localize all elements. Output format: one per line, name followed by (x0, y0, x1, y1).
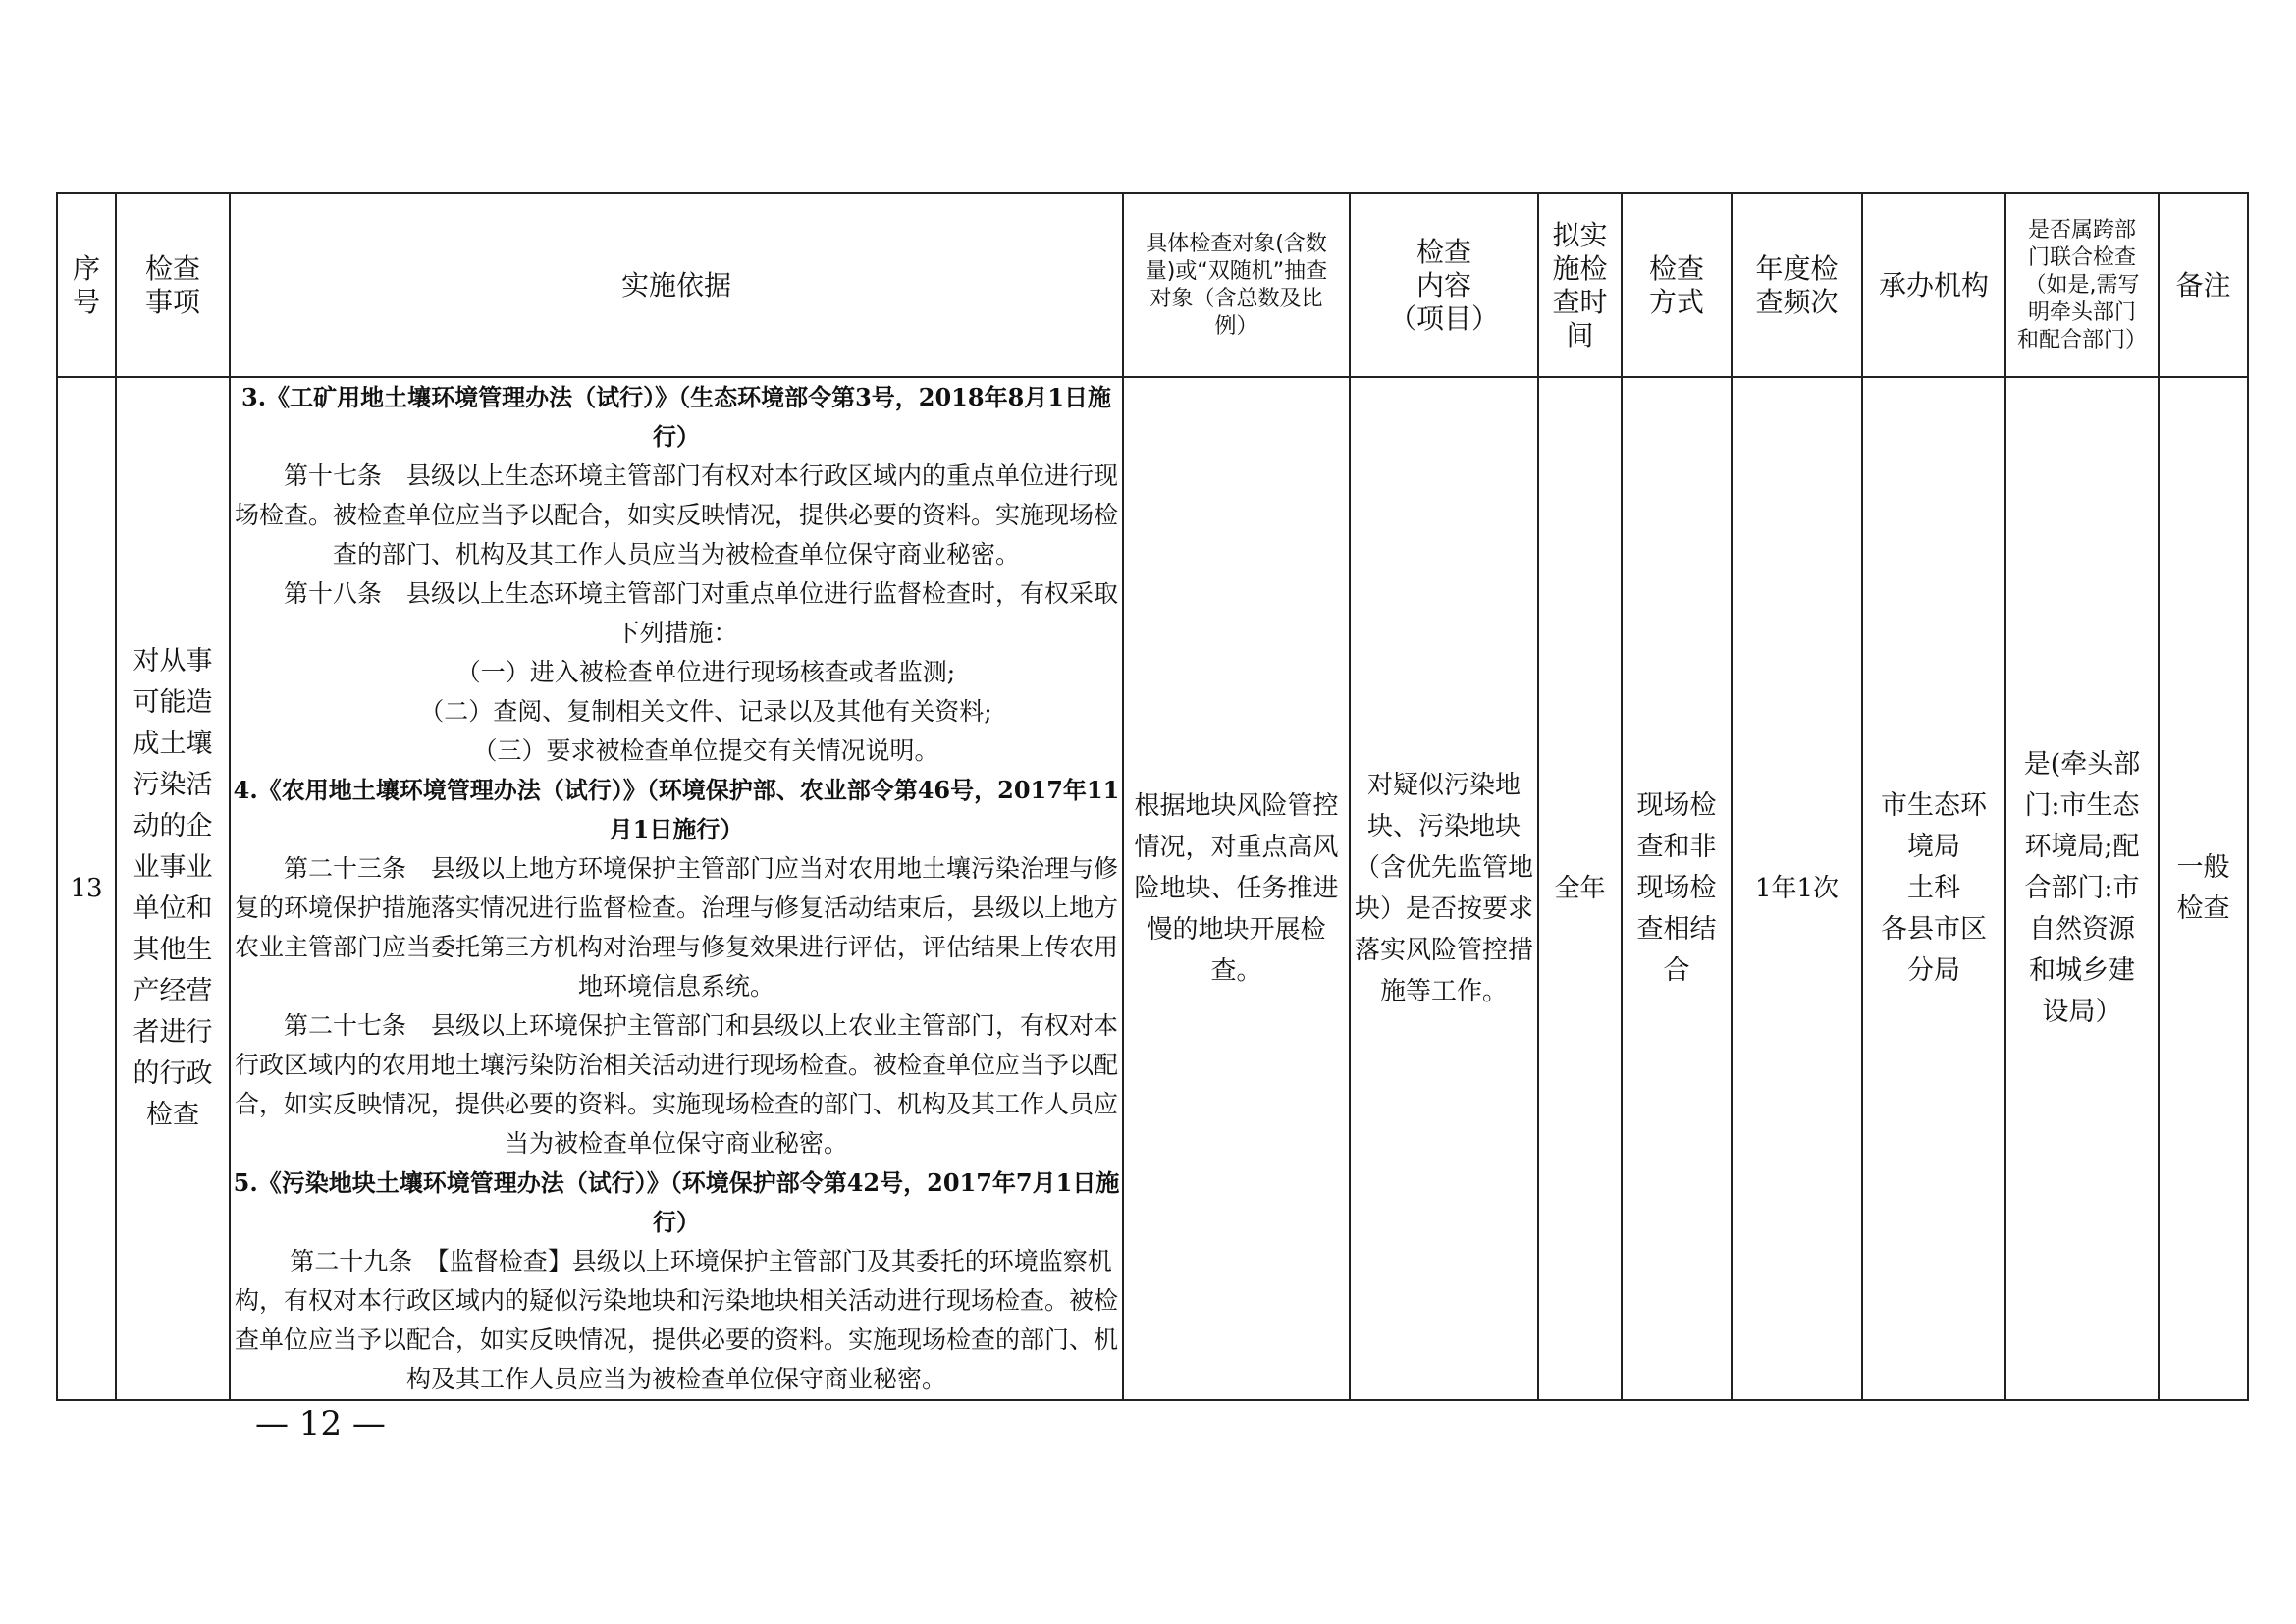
header-object: 具体检查对象(含数 量)或“双随机”抽查 对象（含总数及比 例） (1123, 193, 1350, 377)
table-header-row (57, 193, 2248, 377)
basis-item: （二）查阅、复制相关文件、记录以及其他有关资料; (419, 697, 992, 726)
basis-article: 第二十七条 县级以上环境保护主管部门和县级以上农业主管部门，有权对本行政区域内的农用地土壤污染防治相关活动进行现场检查。被检查单位应当予以配合，如实反映情况，提供必要的资料。实施现场检查的部门、机构及其工作人员应当为被检查单位保守商业秘密。 (234, 1011, 1118, 1158)
header-org: 承办机构 (1862, 193, 2005, 377)
cell-org: 市生态环 境局 土科 各县市区 分局 (1862, 377, 2005, 1400)
header-basis: 实施依据 (230, 193, 1123, 377)
cell-content: 对疑似污染地块、污染地块（含优先监管地块）是否按要求落实风险管控措施等工作。 (1350, 377, 1538, 1400)
header-freq: 年度检 查频次 (1732, 193, 1862, 377)
cell-freq: 1年1次 (1732, 377, 1862, 1400)
header-seq: 序 号 (57, 193, 116, 377)
basis-item: （一）进入被检查单位进行现场核查或者监测; (455, 658, 956, 686)
header-content: 检查 内容 （项目） (1350, 193, 1538, 377)
inspection-table (56, 192, 2249, 1401)
table-row (57, 377, 2248, 1400)
header-item: 检查 事项 (116, 193, 230, 377)
basis-article: 第二十九条 【监督检查】县级以上环境保护主管部门及其委托的环境监察机构，有权对本行政区域内的疑似污染地块和污染地块相关活动进行现场检查。被检查单位应当予以配合，如实反映情况，提供必要的资料。实施现场检查的部门、机构及其工作人员应当为被检查单位保守商业秘密。 (234, 1247, 1118, 1393)
header-joint: 是否属跨部 门联合检查 （如是,需写 明牵头部门 和配合部门） (2005, 193, 2159, 377)
header-remark: 备注 (2159, 193, 2248, 377)
basis-article: 第二十三条 县级以上地方环境保护主管部门应当对农用地土壤污染治理与修复的环境保护措施落实情况进行监督检查。治理与修复活动结束后，县级以上地方农业主管部门应当委托第三方机构对治理与修复效果进行评估，评估结果上传农用地环境信息系统。 (234, 854, 1118, 1001)
page-number: — 12 — (255, 1404, 386, 1443)
cell-joint: 是(牵头部 门:市生态 环境局;配 合部门:市 自然资源 和城乡建 设局） (2005, 377, 2159, 1400)
header-method: 检查 方式 (1622, 193, 1732, 377)
basis-item: （三）要求被检查单位提交有关情况说明。 (472, 736, 939, 765)
basis-article: 第十八条 县级以上生态环境主管部门对重点单位进行监督检查时，有权采取下列措施： (283, 579, 1118, 647)
cell-object: 根据地块风险管控情况，对重点高风险地块、任务推进慢的地块开展检查。 (1123, 377, 1350, 1400)
cell-remark: 一般 检查 (2159, 377, 2248, 1400)
basis-title: 5.《污染地块土壤环境管理办法（试行）》（环境保护部令第42号，2017年7月1日施行） (233, 1168, 1120, 1236)
cell-seq: 13 (57, 377, 116, 1400)
basis-article: 第十七条 县级以上生态环境主管部门有权对本行政区域内的重点单位进行现场检查。被检查单位应当予以配合，如实反映情况，提供必要的资料。实施现场检查的部门、机构及其工作人员应当为被检查单位保守商业秘密。 (234, 461, 1118, 568)
cell-item: 对从事 可能造 成土壤 污染活 动的企 业事业 单位和 其他生 产经营 者进行 的行政 检查 (116, 377, 230, 1400)
cell-basis (230, 377, 1123, 1400)
header-time: 拟实 施检 查时 间 (1538, 193, 1622, 377)
basis-title: 3.《工矿用地土壤环境管理办法（试行）》（生态环境部令第3号，2018年8月1日施行） (241, 383, 1111, 451)
cell-method: 现场检 查和非 现场检 查相结 合 (1622, 377, 1732, 1400)
cell-time: 全年 (1538, 377, 1622, 1400)
basis-title: 4.《农用地土壤环境管理办法（试行）》（环境保护部、农业部令第46号，2017年11月1日施行） (233, 776, 1120, 843)
